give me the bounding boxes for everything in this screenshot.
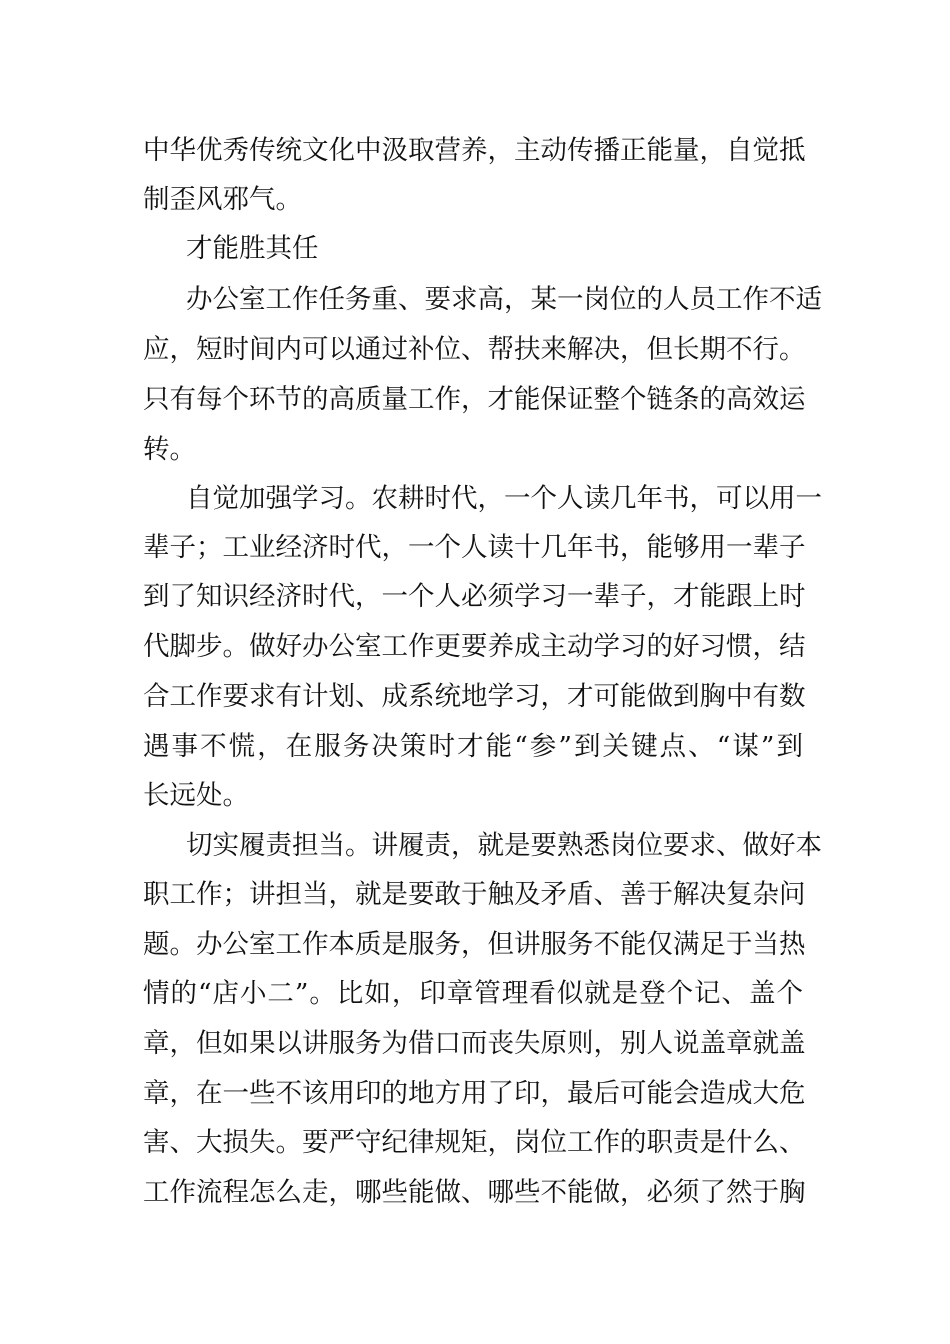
- text-line: 合工作要求有计划、成系统地学习，才可能做到胸中有数: [143, 681, 806, 712]
- text-line: 自觉加强学习。农耕时代，一个人读几年书，可以用一: [186, 483, 822, 514]
- text-line: 转。: [143, 434, 196, 465]
- text-line: 害、大损失。要严守纪律规矩，岗位工作的职责是什么、: [143, 1127, 806, 1158]
- text-line: 工作流程怎么走，哪些能做、哪些不能做，必须了然于胸: [143, 1177, 806, 1208]
- text-line: 应，短时间内可以通过补位、帮扶来解决，但长期不行。: [143, 334, 806, 365]
- text-line: 只有每个环节的高质量工作，才能保证整个链条的高效运: [143, 384, 806, 415]
- text-line: 制歪风邪气。: [143, 184, 302, 215]
- text-line: 章，但如果以讲服务为借口而丧失原则，别人说盖章就盖: [143, 1028, 806, 1059]
- text-line: 情的“店小二”。比如，印章管理看似就是登个记、盖个: [143, 978, 803, 1009]
- text-line: 办公室工作任务重、要求高，某一岗位的人员工作不适: [186, 284, 822, 315]
- text-line: 长远处。: [143, 780, 249, 811]
- section-heading: 才能胜其任: [186, 233, 319, 264]
- text-line: 辈子；工业经济时代，一个人读十几年书，能够用一辈子: [143, 532, 806, 563]
- text-line: 到了知识经济时代，一个人必须学习一辈子，才能跟上时: [143, 581, 806, 612]
- text-line: 中华优秀传统文化中汲取营养，主动传播正能量，自觉抵: [143, 135, 806, 166]
- text-line: 代脚步。做好办公室工作更要养成主动学习的好习惯，结: [143, 631, 806, 662]
- text-line: 章，在一些不该用印的地方用了印，最后可能会造成大危: [143, 1078, 806, 1109]
- text-line: 职工作；讲担当，就是要敢于触及矛盾、善于解决复杂问: [143, 879, 806, 910]
- text-line: 遇事不慌，在服务决策时才能“参”到关键点、“谋”到: [143, 731, 803, 762]
- text-line: 题。办公室工作本质是服务，但讲服务不能仅满足于当热: [143, 929, 806, 960]
- text-line: 切实履责担当。讲履责，就是要熟悉岗位要求、做好本: [186, 830, 822, 861]
